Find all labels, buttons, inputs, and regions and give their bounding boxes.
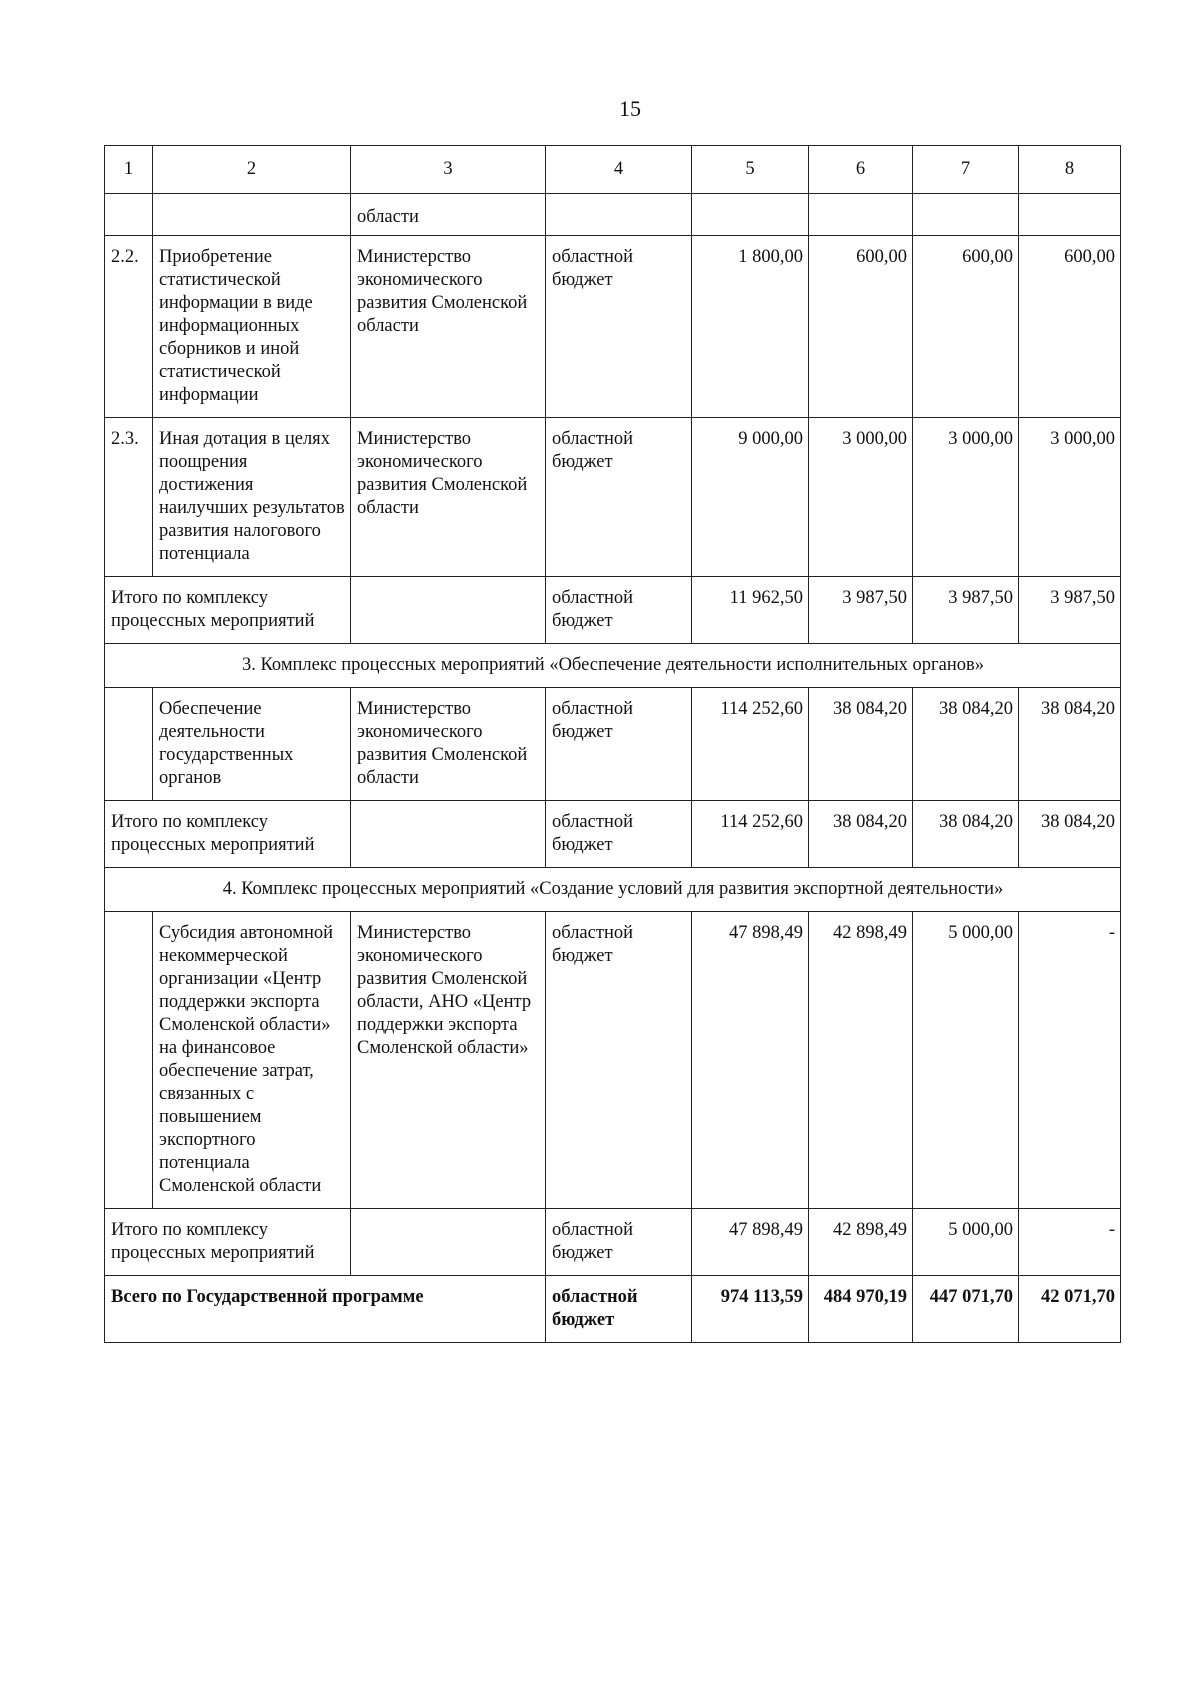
cell-subtotal-label: Итого по комплексу процессных мероприятий: [105, 801, 351, 868]
cell-year-1: 38 084,20: [809, 801, 913, 868]
cell-source: областной бюджет: [546, 688, 692, 801]
cell-executor: Министерство экономического развития Смоленской области: [351, 688, 546, 801]
column-header: 6: [809, 146, 913, 194]
cell-year-3: 3 987,50: [1019, 577, 1121, 644]
cell-year-1: 38 084,20: [809, 688, 913, 801]
cell-empty: [692, 194, 809, 236]
cell-year-1: 42 898,49: [809, 912, 913, 1209]
cell-code: 2.3.: [105, 418, 153, 577]
column-header: 7: [913, 146, 1019, 194]
cell-year-1: 3 000,00: [809, 418, 913, 577]
table-row-section-4: [105, 912, 1121, 1209]
cell-code: 2.2.: [105, 236, 153, 418]
cell-year-3: -: [1019, 1209, 1121, 1276]
cell-executor: Министерство экономического развития Смоленской области: [351, 418, 546, 577]
cell-empty: [809, 194, 913, 236]
cell-year-3: 38 084,20: [1019, 688, 1121, 801]
cell-year-1: 484 970,19: [809, 1276, 913, 1343]
section-title-row-4: [105, 868, 1121, 912]
cell-total: 47 898,49: [692, 1209, 809, 1276]
cell-empty: [351, 1209, 546, 1276]
cell-executor: Министерство экономического развития Смоленской области, АНО «Центр поддержки экспорта Смоленской области»: [351, 912, 546, 1209]
column-header: 8: [1019, 146, 1121, 194]
cell-source: областной бюджет: [546, 1276, 692, 1343]
section-title-row-3: [105, 644, 1121, 688]
subtotal-row-complex-4: [105, 1209, 1121, 1276]
cell-empty: [1019, 194, 1121, 236]
budget-table: [104, 145, 1121, 1343]
cell-total: 974 113,59: [692, 1276, 809, 1343]
cell-executor: Министерство экономического развития Смоленской области: [351, 236, 546, 418]
cell-code: [105, 912, 153, 1209]
cell-executor: области: [351, 194, 546, 236]
cell-grand-total-label: Всего по Государственной программе: [105, 1276, 546, 1343]
cell-empty: [546, 194, 692, 236]
cell-subtotal-label: Итого по комплексу процессных мероприятий: [105, 1209, 351, 1276]
cell-year-3: 3 000,00: [1019, 418, 1121, 577]
cell-name: Обеспечение деятельности государственных органов: [153, 688, 351, 801]
cell-empty: [913, 194, 1019, 236]
cell-year-1: 600,00: [809, 236, 913, 418]
cell-empty: [351, 801, 546, 868]
cell-code: [105, 688, 153, 801]
cell-year-2: 3 987,50: [913, 577, 1019, 644]
cell-source: областной бюджет: [546, 801, 692, 868]
cell-total: 114 252,60: [692, 801, 809, 868]
table-row-2-2: [105, 236, 1121, 418]
table-row-section-3: [105, 688, 1121, 801]
cell-year-2: 38 084,20: [913, 801, 1019, 868]
cell-empty: [351, 577, 546, 644]
column-header: 3: [351, 146, 546, 194]
cell-source: областной бюджет: [546, 577, 692, 644]
cell-total: 9 000,00: [692, 418, 809, 577]
section-title: 3. Комплекс процессных мероприятий «Обеспечение деятельности исполнительных органов»: [105, 644, 1121, 688]
cell-name: Приобретение статистической информации в виде информационных сборников и иной статистической информации: [153, 236, 351, 418]
cell-total: 114 252,60: [692, 688, 809, 801]
column-header: 1: [105, 146, 153, 194]
grand-total-row: [105, 1276, 1121, 1343]
table-row-continuation: [105, 194, 1121, 236]
table-row-2-3: [105, 418, 1121, 577]
column-header: 2: [153, 146, 351, 194]
cell-name: Субсидия автономной некоммерческой организации «Центр поддержки экспорта Смоленской области» на финансовое обеспечение затрат, связанных с повышением экспортного потенциала Смоленской области: [153, 912, 351, 1209]
cell-year-1: 42 898,49: [809, 1209, 913, 1276]
cell-year-2: 38 084,20: [913, 688, 1019, 801]
cell-source: областной бюджет: [546, 236, 692, 418]
page-number: 15: [619, 96, 641, 121]
cell-total: 47 898,49: [692, 912, 809, 1209]
cell-year-3: 600,00: [1019, 236, 1121, 418]
subtotal-row-complex-3: [105, 801, 1121, 868]
cell-year-3: -: [1019, 912, 1121, 1209]
cell-year-1: 3 987,50: [809, 577, 913, 644]
cell-year-2: 5 000,00: [913, 912, 1019, 1209]
cell-empty: [105, 194, 153, 236]
cell-total: 11 962,50: [692, 577, 809, 644]
cell-name: Иная дотация в целях поощрения достижения наилучших результатов развития налогового потенциала: [153, 418, 351, 577]
column-header: 5: [692, 146, 809, 194]
cell-year-2: 3 000,00: [913, 418, 1019, 577]
cell-year-2: 5 000,00: [913, 1209, 1019, 1276]
cell-source: областной бюджет: [546, 1209, 692, 1276]
cell-source: областной бюджет: [546, 912, 692, 1209]
cell-year-3: 38 084,20: [1019, 801, 1121, 868]
cell-empty: [153, 194, 351, 236]
cell-subtotal-label: Итого по комплексу процессных мероприятий: [105, 577, 351, 644]
cell-year-2: 600,00: [913, 236, 1019, 418]
cell-source: областной бюджет: [546, 418, 692, 577]
cell-total: 1 800,00: [692, 236, 809, 418]
cell-year-3: 42 071,70: [1019, 1276, 1121, 1343]
subtotal-row-complex-2: [105, 577, 1121, 644]
table-header-row: [105, 146, 1121, 194]
section-title: 4. Комплекс процессных мероприятий «Создание условий для развития экспортной деятельности»: [105, 868, 1121, 912]
cell-year-2: 447 071,70: [913, 1276, 1019, 1343]
column-header: 4: [546, 146, 692, 194]
